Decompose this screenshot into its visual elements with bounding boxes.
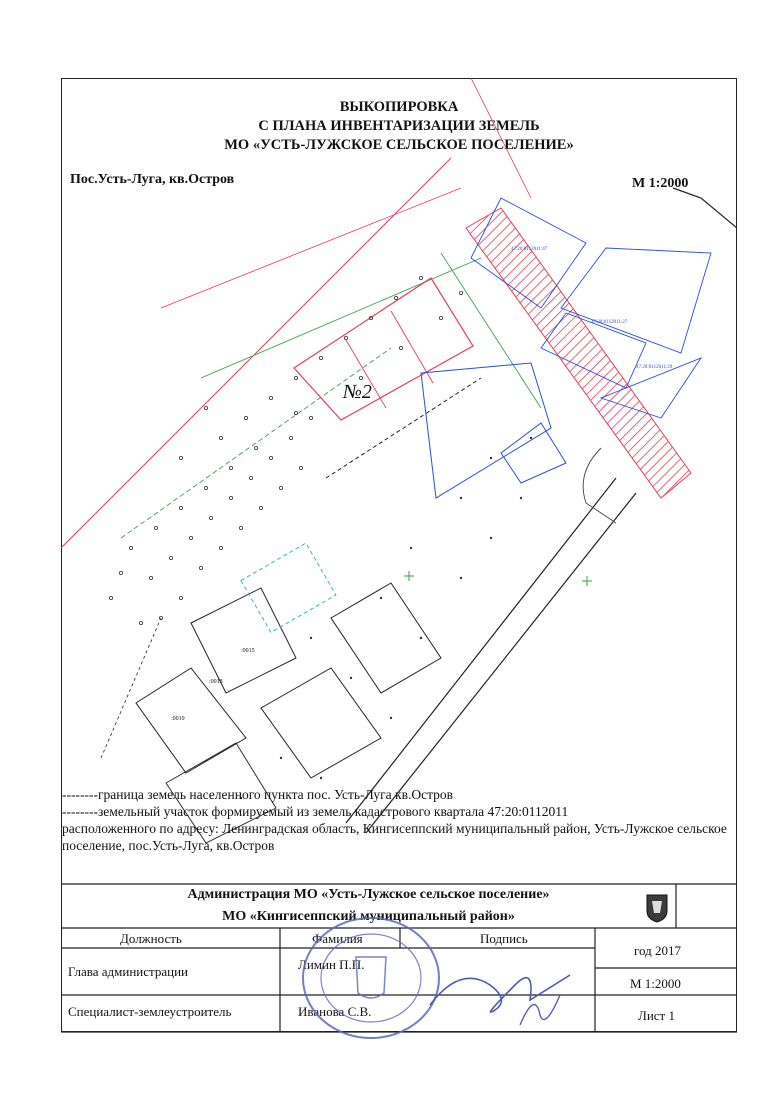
footer-scale-label: М 1:2000 [630, 976, 681, 991]
row1-position: Глава администрации [68, 964, 189, 979]
plot-no2-mark: №2 [343, 381, 372, 403]
legend-formed-plot: --------земельный участок формируемый из земель кадастрового квартала 47:20:0112011 [62, 804, 569, 819]
scale-label: М 1:2000 [632, 176, 689, 191]
title-line-1: ВЫКОПИРОВКА [339, 99, 459, 115]
org-line-1: Администрация МО «Усть-Лужское сельское поселение» [187, 887, 550, 902]
title-line-2: С ПЛАНА ИНВЕНТАРИЗАЦИИ ЗЕМЕЛЬ [258, 118, 540, 134]
title-line-3: МО «УСТЬ-ЛУЖСКОЕ СЕЛЬСКОЕ ПОСЕЛЕНИЕ» [224, 137, 574, 153]
coat-of-arms-icon [644, 893, 670, 923]
col-surname-header: Фамилия [312, 931, 363, 946]
location-label: Пос.Усть-Луга, кв.Остров [70, 172, 235, 187]
row2-surname: Иванова С.В. [298, 1004, 372, 1019]
org-line-2: МО «Кингисеппский муниципальный район» [222, 909, 515, 924]
parcel-label: :0015 [241, 648, 255, 654]
parcel-label: :0018 [209, 679, 223, 685]
parcel-label: 47:20:0112011:29 [636, 365, 673, 370]
parcel-label: 47:20:0112011:27 [591, 320, 628, 325]
signature [420, 945, 590, 1035]
row2-position: Специалист-землеустроитель [68, 1004, 232, 1019]
parcel-label: 47:20:0112011:47 [511, 247, 548, 252]
row1-surname: Лимин П.П. [298, 957, 365, 972]
legend-address: расположенного по адресу: Ленинградская область, Кингисеппский муниципальный район, Усть-Лужское сельское поселение, пос.Усть-Луга, кв.Остров [62, 821, 727, 853]
sheet-number: Лист 1 [638, 1008, 675, 1023]
legend-settlement-boundary: --------граница земель населенного пункта пос. Усть-Луга кв.Остров [62, 787, 454, 802]
col-signature-header: Подпись [480, 931, 528, 946]
parcel-label: :0019 [171, 716, 185, 722]
col-position-header: Должность [120, 931, 182, 946]
year-label: год 2017 [634, 943, 681, 958]
